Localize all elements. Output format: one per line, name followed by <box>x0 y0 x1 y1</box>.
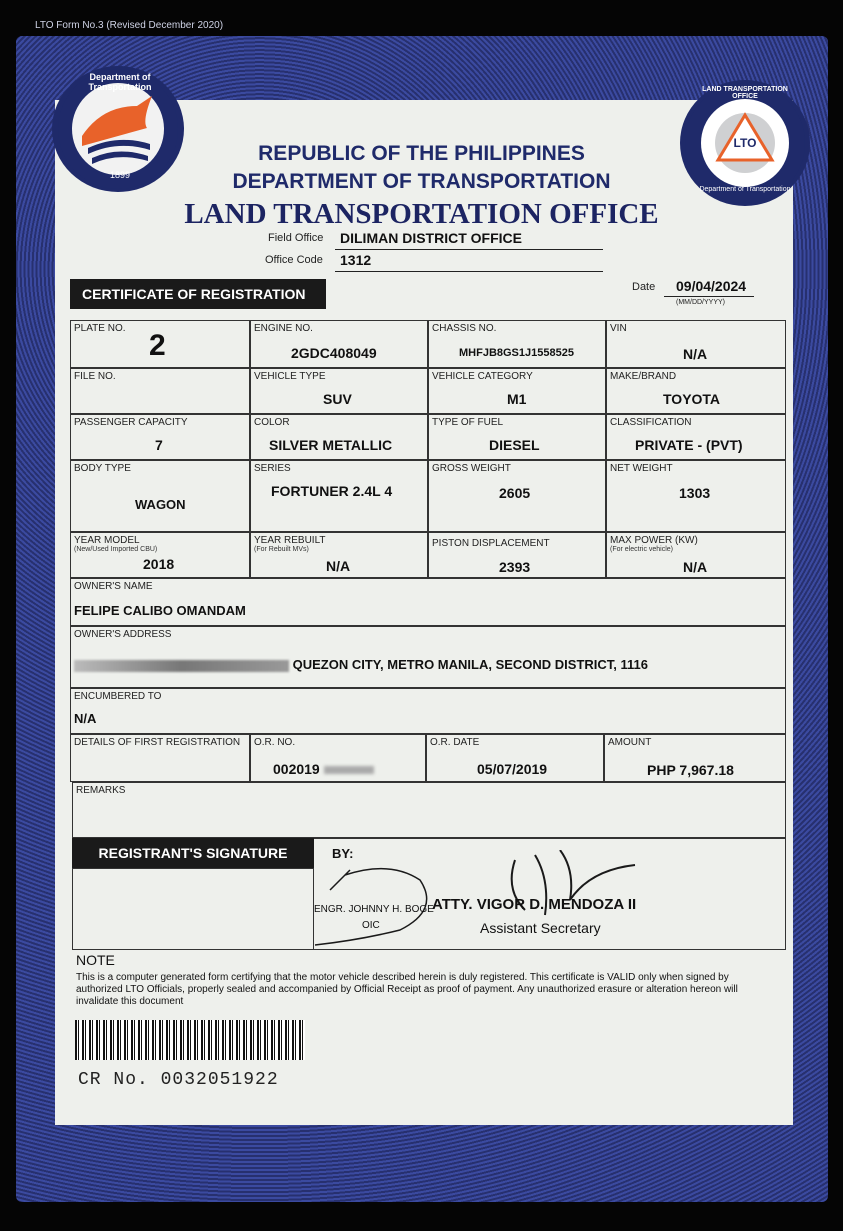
year-model-value: 2018 <box>143 556 175 572</box>
redacted-address <box>74 660 289 672</box>
max-power-sub: (For electric vehicle) <box>610 546 674 553</box>
cell-vin <box>606 320 786 368</box>
body-type-label: BODY TYPE <box>74 463 131 474</box>
vehicle-type-value: SUV <box>323 391 352 407</box>
engine-no-value: 2GDC408049 <box>291 345 377 361</box>
first-registration-label: DETAILS OF FIRST REGISTRATION <box>74 737 241 748</box>
note-text: This is a computer generated form certifying that the motor vehicle described herein is duly registered. This certificate is VALID only when signed by authorized LTO Officials, properly sealed and accompanied by Official Receipt as proof of payment. Any unauthorized erasure or alteration hereon will invalidate this document <box>76 972 738 1007</box>
year-rebuilt-value: N/A <box>326 558 351 574</box>
cell-file-no <box>70 368 250 414</box>
dotr-seal-text: Department of Transportation <box>88 72 152 92</box>
or-date-label: O.R. DATE <box>430 737 480 748</box>
color-label: COLOR <box>254 417 290 428</box>
series-label: SERIES <box>254 463 291 474</box>
cell-max-power <box>606 532 786 578</box>
or-date-value: 05/07/2019 <box>477 761 548 777</box>
registrant-signature-label: REGISTRANT'S SIGNATURE <box>72 838 314 868</box>
vehicle-type-label: VEHICLE TYPE <box>254 371 326 382</box>
year-rebuilt-sub: (For Rebuilt MVs) <box>254 546 309 553</box>
amount-value: PHP 7,967.18 <box>647 762 734 778</box>
classification-label: CLASSIFICATION <box>610 417 692 428</box>
max-power-value: N/A <box>683 559 708 575</box>
or-no-label: O.R. NO. <box>254 737 296 748</box>
date-format: (MM/DD/YYYY) <box>676 299 725 306</box>
type-of-fuel-value: DIESEL <box>489 437 540 453</box>
registrant-signature-box <box>72 868 314 950</box>
type-of-fuel-label: TYPE OF FUEL <box>432 417 504 428</box>
file-no-label: FILE NO. <box>74 371 116 382</box>
vehicle-category-value: M1 <box>507 391 527 407</box>
remarks-label: REMARKS <box>76 785 126 796</box>
passenger-capacity-label: PASSENGER CAPACITY <box>74 417 188 428</box>
vehicle-category-label: VEHICLE CATEGORY <box>432 371 533 382</box>
cell-remarks <box>72 782 786 838</box>
field-office-value: DILIMAN DISTRICT OFFICE <box>340 230 522 246</box>
engr-name: ENGR. JOHNNY H. BOGE <box>314 904 434 915</box>
office-code-label: Office Code <box>265 254 323 266</box>
make-brand-label: MAKE/BRAND <box>610 371 677 382</box>
vin-label: VIN <box>610 323 627 334</box>
header-republic: REPUBLIC OF THE PHILIPPINES <box>258 142 585 165</box>
lto-seal-text-top: LAND TRANSPORTATION OFFICE <box>702 86 788 100</box>
by-label: BY: <box>332 846 354 861</box>
header-lto: LAND TRANSPORTATION OFFICE <box>184 198 659 230</box>
cell-vehicle-type <box>250 368 428 414</box>
or-no-value: 002019 <box>273 761 374 777</box>
cell-year-rebuilt <box>250 532 428 578</box>
vin-value: N/A <box>683 346 708 362</box>
cell-first-registration <box>70 734 250 782</box>
amount-label: AMOUNT <box>608 737 652 748</box>
year-model-sub: (New/Used Imported CBU) <box>74 546 158 553</box>
engr-title: OIC <box>362 920 380 931</box>
lto-seal-center: LTO <box>733 136 757 150</box>
field-office-label: Field Office <box>268 232 324 244</box>
piston-displacement-value: 2393 <box>499 559 531 575</box>
office-code-value: 1312 <box>340 252 372 268</box>
dotr-seal-year: 1899 <box>109 170 131 180</box>
cell-encumbered-to <box>70 688 786 734</box>
office-code-underline <box>335 271 603 272</box>
certificate-title: CERTIFICATE OF REGISTRATION <box>70 279 326 309</box>
form-number: LTO Form No.3 (Revised December 2020) <box>35 20 224 31</box>
cell-piston-displacement <box>428 532 606 578</box>
classification-value: PRIVATE - (PVT) <box>635 437 743 453</box>
cell-body-type <box>70 460 250 532</box>
date-underline <box>664 296 754 297</box>
cell-net-weight <box>606 460 786 532</box>
max-power-label: MAX POWER (KW) <box>610 535 698 546</box>
owner-name-label: OWNER'S NAME <box>74 581 153 592</box>
cell-plate-no <box>70 320 250 368</box>
make-brand-value: TOYOTA <box>663 391 721 407</box>
cell-gross-weight <box>428 460 606 532</box>
year-model-label: YEAR MODEL <box>74 535 140 546</box>
cell-owner-name <box>70 578 786 626</box>
cell-type-of-fuel <box>428 414 606 460</box>
cell-or-no <box>250 734 426 782</box>
cell-make-brand <box>606 368 786 414</box>
cell-classification <box>606 414 786 460</box>
series-value: FORTUNER 2.4L 4 <box>271 483 393 499</box>
plate-no-label: PLATE NO. <box>74 323 126 334</box>
cell-vehicle-category <box>428 368 606 414</box>
atty-title: Assistant Secretary <box>480 920 601 936</box>
chassis-no-label: CHASSIS NO. <box>432 323 497 334</box>
field-office-underline <box>335 249 603 250</box>
cell-engine-no <box>250 320 428 368</box>
cr-number: CR No. 0032051922 <box>78 1070 279 1090</box>
body-type-value: WAGON <box>135 497 186 512</box>
plate-no-value: 2 <box>149 329 166 362</box>
color-value: SILVER METALLIC <box>269 437 393 453</box>
cell-amount <box>604 734 786 782</box>
encumbered-to-value: N/A <box>74 711 97 726</box>
cell-year-model <box>70 532 250 578</box>
cell-chassis-no <box>428 320 606 368</box>
gross-weight-label: GROSS WEIGHT <box>432 463 511 474</box>
cell-or-date <box>426 734 604 782</box>
date-label: Date <box>632 281 656 293</box>
net-weight-value: 1303 <box>679 485 711 501</box>
cell-passenger-capacity <box>70 414 250 460</box>
piston-displacement-label: PISTON DISPLACEMENT <box>432 538 550 549</box>
lto-seal-text-bottom: Department of Transportation <box>699 186 791 193</box>
cell-owner-address <box>70 626 786 688</box>
redacted-or <box>324 766 374 774</box>
passenger-capacity-value: 7 <box>155 437 163 453</box>
year-rebuilt-label: YEAR REBUILT <box>254 535 326 546</box>
owner-address-value: QUEZON CITY, METRO MANILA, SECOND DISTRICT, 1116 <box>74 657 648 672</box>
gross-weight-value: 2605 <box>499 485 531 501</box>
chassis-no-value: MHFJB8GS1J1558525 <box>459 347 574 359</box>
cell-series <box>250 460 428 532</box>
net-weight-label: NET WEIGHT <box>610 463 673 474</box>
encumbered-to-label: ENCUMBERED TO <box>74 691 162 702</box>
date-value: 09/04/2024 <box>676 278 747 294</box>
note-title: NOTE <box>76 952 115 968</box>
cell-color <box>250 414 428 460</box>
header-department: DEPARTMENT OF TRANSPORTATION <box>232 170 611 193</box>
atty-name: ATTY. VIGOR D. MENDOZA II <box>432 896 637 913</box>
engine-no-label: ENGINE NO. <box>254 323 313 334</box>
owner-name-value: FELIPE CALIBO OMANDAM <box>74 603 246 618</box>
owner-address-label: OWNER'S ADDRESS <box>74 629 172 640</box>
barcode-icon <box>75 1020 305 1060</box>
